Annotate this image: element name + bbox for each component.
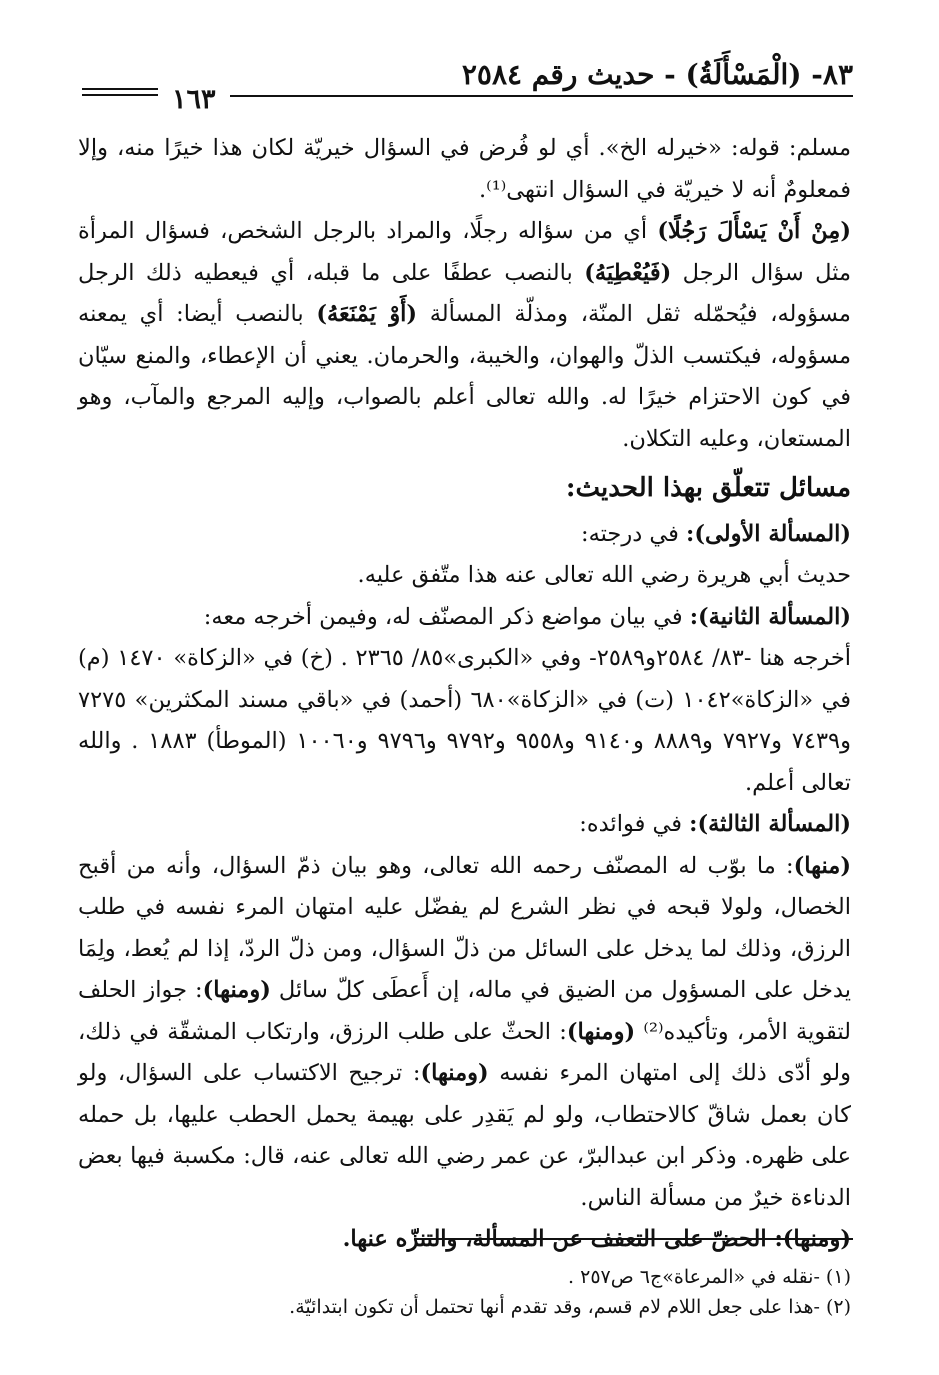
- issue-3-body: (منها): ما بوّب له المصنّف رحمه الله تعالى، وهو بيان ذمّ السؤال، وأنه من أقبح الخصال، ولولا قبحه في نظر الشرع لم يفضّل عليه امتهان المرء نفسه في طلب الرزق، وذلك لما يدخل على السائل من ذلّ السؤال، ومن ذلّ الردّ، إذا لم يُعط، ولِمَا يدخل على المسؤول من الضيق في ماله، إن أَعطَى كلّ سائل (ومنها): جواز الحلف لتقوية الأمر، وتأكيده⁽²⁾ (ومنها): الحثّ على طلب الرزق، وارتكاب المشقّة في ذلك، ولو أدّى ذلك إلى امتهان المرء نفسه (ومنها): ترجيح الاكتساب على السؤال، ولو كان بعمل شاقّ كالاحتطاب، ولو لم يَقدِر على بهيمة يحمل الحطب عليها، بل حمله على ظهره. وذكر ابن عبدالبرّ، عن عمر رضي الله تعالى عنه، قال: مكسبة فيها بعض الدناءة خيرٌ من مسألة الناس.: [78, 852, 852, 1211]
- header-rule: [230, 95, 853, 97]
- footnotes: [120, 1262, 851, 1322]
- hadith-phrase: (مِنْ أَنْ يَسْأَلَ رَجُلًا): [657, 218, 852, 244]
- hadith-phrase: (فَيُعْطِيَهُ): [584, 259, 672, 286]
- section-heading: مسائل تتعلّق بهذا الحديث:: [565, 473, 851, 503]
- issue-3-title: (المسألة الثالثة): في فوائده:: [579, 811, 851, 837]
- issue-2-title: (المسألة الثانية): في بيان مواضع ذكر المصنّف له، وفيمن أخرجه معه:: [203, 603, 851, 630]
- hadith-phrase: (أَوْ يَمْنَعَهُ): [316, 301, 418, 327]
- footnote-2: (٢) -هذا على جعل اللام لام قسم، وقد تقدم أنها تحتمل أن تكون ابتدائيّة.: [289, 1296, 851, 1318]
- paragraph-intro: مسلم: قوله: «خيرله الخ». أي لو فُرض في السؤال خيريّة لكان هذا خيرًا منه، وإلا فمعلومٌ أنه لا خيريّة في السؤال انتهى⁽¹⁾.: [78, 135, 851, 203]
- main-text: [78, 128, 851, 1261]
- header-ornament-lines: [82, 88, 158, 100]
- issue-1-body: حديث أبي هريرة رضي الله تعالى عنه هذا متّفق عليه.: [357, 562, 851, 588]
- footnote-1: (١) -نقله في «المرعاة»ج٦ ص٢٥٧ .: [568, 1266, 851, 1288]
- running-header: ٨٣- (الْمَسْأَلَةُ) - حديث رقم ٢٥٨٤: [461, 58, 853, 91]
- page-number: ١٦٣: [172, 84, 216, 115]
- issue-2-body: أخرجه هنا -٨٣/ ٢٥٨٤و٢٥٨٩- وفي «الكبرى»٨٥/ ٢٣٦٥ . (خ) في «الزكاة» ١٤٧٠ (م) في «الزكاة»١٠٤٢ (ت) في «الزكاة»٦٨٠ (أحمد) في «باقي مسند المكثرين» ٧٢٧٥ و٧٤٣٩ و٧٩٢٧ و٨٨٨٩ و٩١٤٠ و٩٥٥٨ و٩٧٩٢ و٩٧٩٦ و١٠٠٦٠ (الموطأ) ١٨٨٣ . والله تعالى أعلم.: [78, 645, 852, 796]
- footnote-rule: [414, 1238, 853, 1240]
- paragraph-commentary: (مِنْ أَنْ يَسْأَلَ رَجُلًا) أي من سؤاله رجلًا، والمراد بالرجل الشخص، فسؤال المرأة مثل سؤال الرجل (فَيُعْطِيَهُ) بالنصب عطفًا على ما قبله، أي فيعطيه ذلك الرجل مسؤوله، فيُحمّله ثقل المنّة، ومذلّة المسألة (أَوْ يَمْنَعَهُ) بالنصب أيضا: أي يمعنه مسؤوله، فيكتسب الذلّ والهوان، والخيبة، والحرمان. يعني أن الإعطاء، والمنع سيّان في كون الاحتزام خيرًا له. والله تعالى أعلم بالصواب، وإليه المرجع والمآب، وهو المستعان، وعليه التكلان.: [78, 218, 852, 452]
- issue-3-last: (ومنها): الحضّ على التعفف عن المسألة، والتنزّه عنها.: [342, 1226, 851, 1252]
- issue-1-title: (المسألة الأولى): في درجته:: [581, 520, 851, 547]
